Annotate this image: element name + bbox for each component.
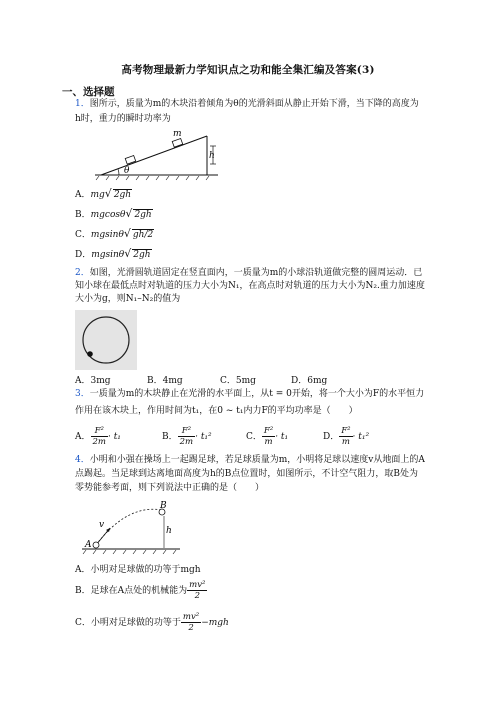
q2-option-c[interactable]: C．5mg: [220, 376, 256, 386]
q4-line3: 零势能参考面，则下列说法中正确的是（ ）: [75, 483, 265, 493]
q4-football-figure: [82, 500, 182, 558]
page-title: 高考物理最新力学知识点之功和能全集汇编及答案(3): [121, 64, 375, 76]
q2-option-b[interactable]: B．4mg: [147, 376, 183, 386]
q1-incline-surface: [101, 136, 207, 175]
q2-number: 2．: [75, 268, 90, 278]
q4-fig-v: v: [99, 520, 105, 530]
q4-fig-b: B: [160, 501, 167, 511]
q4-line1: 4．小明和小强在操场上一起踢足球，若足球质量为m，小明将足球以速度v从地面上的A: [75, 455, 425, 465]
q1-option-a[interactable]: A．mg√ 2gh: [75, 187, 132, 200]
q1-fig-m: m: [173, 129, 182, 139]
q4-option-b[interactable]: B．足球在A点处的机械能为 $\frac{\text{mv²}}{2}$: [75, 580, 206, 601]
q3-option-c[interactable]: C． $\frac{\text{F²}}{m}$ · t₁: [246, 426, 289, 447]
q1-option-c[interactable]: C．mgsinθ√ gh/2: [75, 227, 154, 240]
q4-ball-a: [93, 542, 99, 548]
q1-option-d[interactable]: D．mgsinθ√ 2gh: [75, 247, 151, 260]
q3-option-d[interactable]: D． $\frac{\text{F²}}{m}$ · t₁²: [323, 426, 370, 447]
q3-line2: 作用在该木块上，作用时间为t₁，在0 ~ t₁内力F的平均功率是（ ）: [75, 406, 358, 416]
q4-fig-a: A: [85, 540, 92, 550]
q2-option-d[interactable]: D．6mg: [291, 376, 328, 386]
q3-line1: 3．一质量为m的木块静止在光滑的水平面上，从t = 0开始，将一个大小为F的水平恒力: [75, 389, 425, 399]
q3-option-b[interactable]: B． $\frac{\text{F²}}{2m}$ · t₁²: [162, 426, 212, 447]
q1-fig-theta: θ: [124, 166, 130, 176]
q4-number: 4．: [75, 455, 90, 465]
q3-number: 3．: [75, 389, 90, 399]
q2-option-a[interactable]: A．3mg: [75, 376, 111, 386]
q1-option-b[interactable]: B．mgcosθ√ 2gh: [75, 207, 152, 220]
q4-fig-h: h: [166, 526, 172, 536]
q1-angle-arc: [118, 169, 119, 175]
q2-circle-track-figure: [75, 310, 137, 370]
q2-line1: 2．如图，光滑圆轨道固定在竖直面内，一质量为m的小球沿轨道做完整的圆周运动．已: [75, 268, 423, 278]
section-heading: 一、选择题: [62, 86, 115, 98]
q2-line2: 知小球在最低点时对轨道的压力大小为N₁，在高点时对轨道的压力大小为N₂.重力加速度: [75, 281, 425, 291]
q1-incline-figure: [95, 126, 220, 181]
q1-line1: [75, 98, 419, 110]
q3-option-a[interactable]: A． $\frac{\text{F²}}{2m}$ · t₁: [75, 426, 121, 447]
q4-ground-hatch: [83, 550, 176, 554]
q2-photo-background: [75, 310, 137, 370]
q1-line2: h时，重力的瞬时功率为: [75, 114, 171, 124]
q2-ball: [87, 351, 93, 357]
q1-number: 1．: [75, 99, 90, 109]
q4-option-c[interactable]: C．小明对足球做的功等于 $\frac{\text{mv²}}{2}$ −mgh: [75, 612, 229, 633]
q4-line2: 点踢起。当足球到达离地面高度为h的B点位置时，如图所示，不计空气阻力，取B处为: [75, 469, 419, 479]
q1-fig-h: h: [209, 151, 215, 161]
q1-text-1: 图所示，质量为m的木块沿着倾角为θ的光滑斜面从静止开始下滑，当下降的高度为: [89, 99, 419, 109]
q1-ground-hatch: [96, 176, 209, 180]
q2-line3: 大小为g，则N₁–N₂的值为: [75, 294, 181, 304]
q4-option-a[interactable]: A．小明对足球做的功等于mgh: [75, 565, 201, 575]
q4-trajectory: [96, 509, 162, 545]
